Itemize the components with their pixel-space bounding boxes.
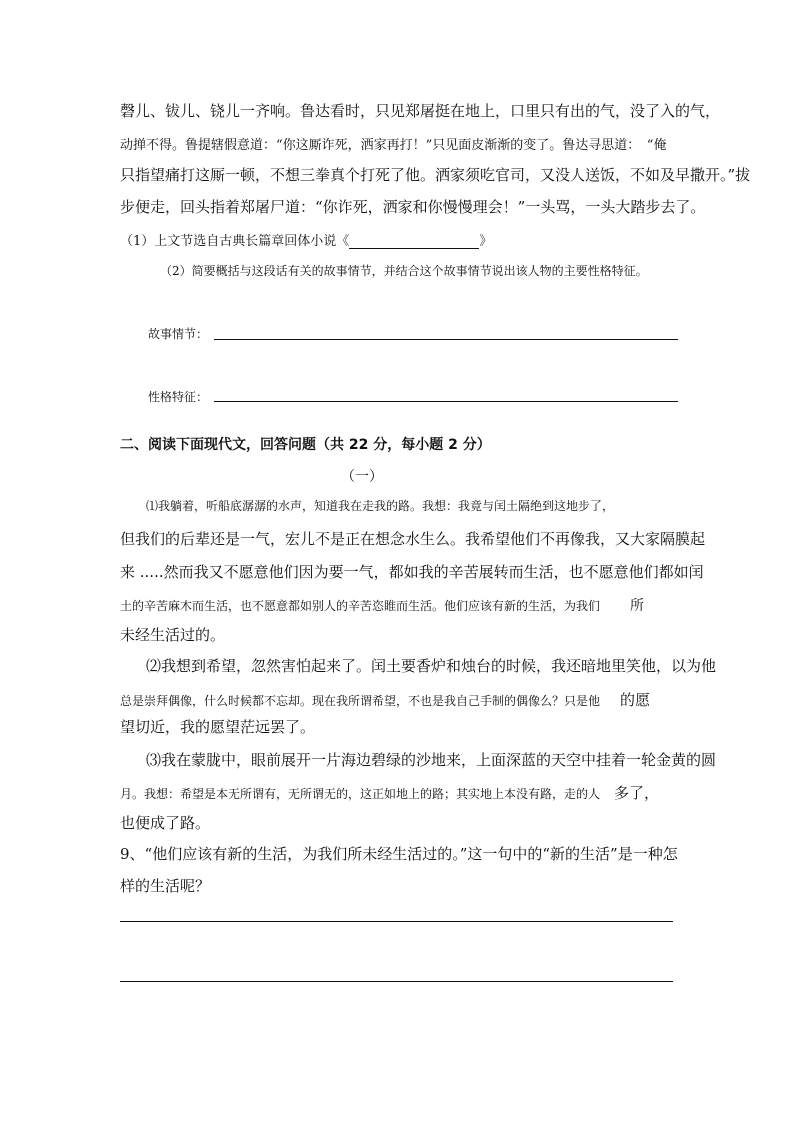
question-1: [120, 230, 492, 249]
para-2-line-2-text: 总是崇拜偶像，什么时候都不忘却。现在我所谓希望，不也是我自己手制的偶像么？只是他: [120, 694, 601, 708]
passage-line-3: 只指望痛打这厮一顿，不想三拳真个打死了他。洒家须吃官司，又没人送饭，不如及早撒开。”拔: [120, 166, 751, 184]
para-3-line-2: [120, 782, 659, 803]
trait-label: 性格特征：: [148, 390, 209, 404]
para-2-line-3: 望切近，我的愿望茫远罢了。: [120, 718, 316, 736]
novel-title-blank[interactable]: [349, 234, 479, 249]
para-1-line-3: 来 .....然而我又不愿意他们因为要一气，都如我的辛苦展转而生活，也不愿意他们都如闰: [120, 563, 704, 581]
para-3-line-2-end: 多了，: [614, 784, 660, 802]
para-1-line-5: 未经生活过的。: [120, 626, 226, 644]
trait-answer-line[interactable]: [214, 401, 678, 402]
para-2-line-1: ⑵我想到希望，忽然害怕起来了。闰土要香炉和烛台的时候，我还暗地里笑他，以为他: [146, 657, 717, 675]
passage-line-4: 步便走，回头指着郑屠尸道：“你诈死，洒家和你慢慢理会！”一头骂，一头大踏步去了。: [120, 198, 706, 216]
question-1-suffix: 》: [479, 234, 493, 249]
para-3-line-3: 也便成了路。: [120, 814, 211, 832]
plot-label: 故事情节：: [148, 327, 209, 341]
section-2-subheading: （一）: [341, 469, 383, 485]
section-2-heading: 二、阅读下面现代文，回答问题（共 22 分，每小题 2 分）: [120, 437, 491, 453]
para-2-line-2-end: 的愿: [620, 691, 651, 709]
question-2: （2）简要概括与这段话有关的故事情节，并结合这个故事情节说出该人物的主要性格特征。: [160, 264, 648, 278]
question-9-line-1: 9、“他们应该有新的生活，为我们所未经生活过的。”这一句中的“新的生活”是一种怎: [120, 845, 678, 863]
para-3-line-1: ⑶我在蒙胧中，眼前展开一片海边碧绿的沙地来，上面深蓝的天空中挂着一轮金黄的圆: [146, 751, 717, 769]
plot-answer-line[interactable]: [214, 339, 678, 340]
answer-line-2[interactable]: [120, 981, 673, 982]
question-1-prefix: （1）上文节选自古典长篇章回体小说《: [120, 234, 350, 249]
para-1-line-4: [120, 595, 644, 615]
para-2-line-2: [120, 689, 650, 710]
para-1-line-4-text: 土的辛苦麻木而生活，也不愿意都如别人的辛苦恣睢而生活。他们应该有新的生活，为我们: [120, 599, 601, 613]
passage-line-1: 磬儿、钹儿、铙儿一齐响。鲁达看时，只见郑屠挺在地上，口里只有出的气，没了入的气，: [120, 102, 721, 120]
para-1-line-4-end: 所: [630, 598, 645, 614]
passage-line-2: 动掸不得。鲁提辖假意道：“你这厮诈死，洒家再打！”只见面皮渐渐的变了。鲁达寻思道： “俺: [120, 138, 667, 153]
para-1-line-2: 但我们的后辈还是一气，宏儿不是正在想念水生么。我希望他们不再像我，又大家隔膜起: [120, 530, 706, 548]
para-1-line-1: ⑴我躺着，听船底潺潺的水声，知道我在走我的路。我想：我竟与闰土隔绝到这地步了，: [146, 499, 615, 513]
answer-line-1[interactable]: [120, 921, 673, 922]
question-9-line-2: 样的生活呢？: [120, 877, 211, 895]
para-3-line-2-text: 月。我想：希望是本无所谓有，无所谓无的，这正如地上的路；其实地上本没有路，走的人: [120, 787, 601, 801]
